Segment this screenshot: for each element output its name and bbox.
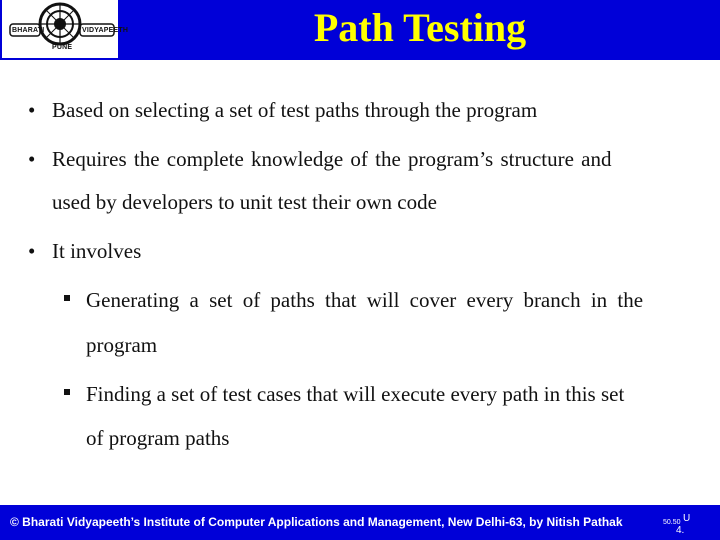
sub-bullet-1-line-2: program bbox=[86, 333, 158, 357]
logo-right-text: VIDYAPEETH bbox=[82, 27, 129, 34]
footer-copyright: © Bharati Vidyapeeth’s Institute of Computer Applications and Management, New Delhi-63, by Nitish Pathak bbox=[10, 515, 623, 529]
institute-logo bbox=[2, 0, 129, 58]
logo-left-text: BHARATI bbox=[12, 27, 45, 34]
sub-bullet-1-line-1: Generating a set of paths that will cover every branch in the bbox=[86, 288, 644, 312]
header-bar bbox=[0, 0, 720, 60]
sub-bullet-2-line-1: Finding a set of test cases that will execute every path in this set bbox=[86, 382, 625, 406]
slide-title: Path Testing bbox=[313, 5, 527, 50]
sub-bullet-marker bbox=[64, 389, 70, 395]
bullet-2-line-2: used by developers to unit test their own code bbox=[52, 190, 437, 214]
page-number-secondary: 4. bbox=[676, 525, 685, 536]
bullet-1-line-1: Based on selecting a set of test paths through the program bbox=[52, 98, 538, 122]
page-label: 50.50 bbox=[663, 519, 681, 526]
bullet-marker: • bbox=[28, 239, 36, 263]
sub-bullet-2-line-2: of program paths bbox=[86, 426, 230, 450]
bullet-2-line-1: Requires the complete knowledge of the program’s structure and bbox=[52, 147, 612, 171]
page-number: U bbox=[683, 513, 691, 524]
sub-bullet-marker bbox=[64, 295, 70, 301]
footer-bar bbox=[0, 505, 720, 540]
bullet-3-line-1: It involves bbox=[52, 239, 142, 263]
bullet-marker: • bbox=[28, 98, 36, 122]
logo-bottom-text: PUNE bbox=[52, 44, 73, 51]
bullet-marker: • bbox=[28, 147, 36, 171]
